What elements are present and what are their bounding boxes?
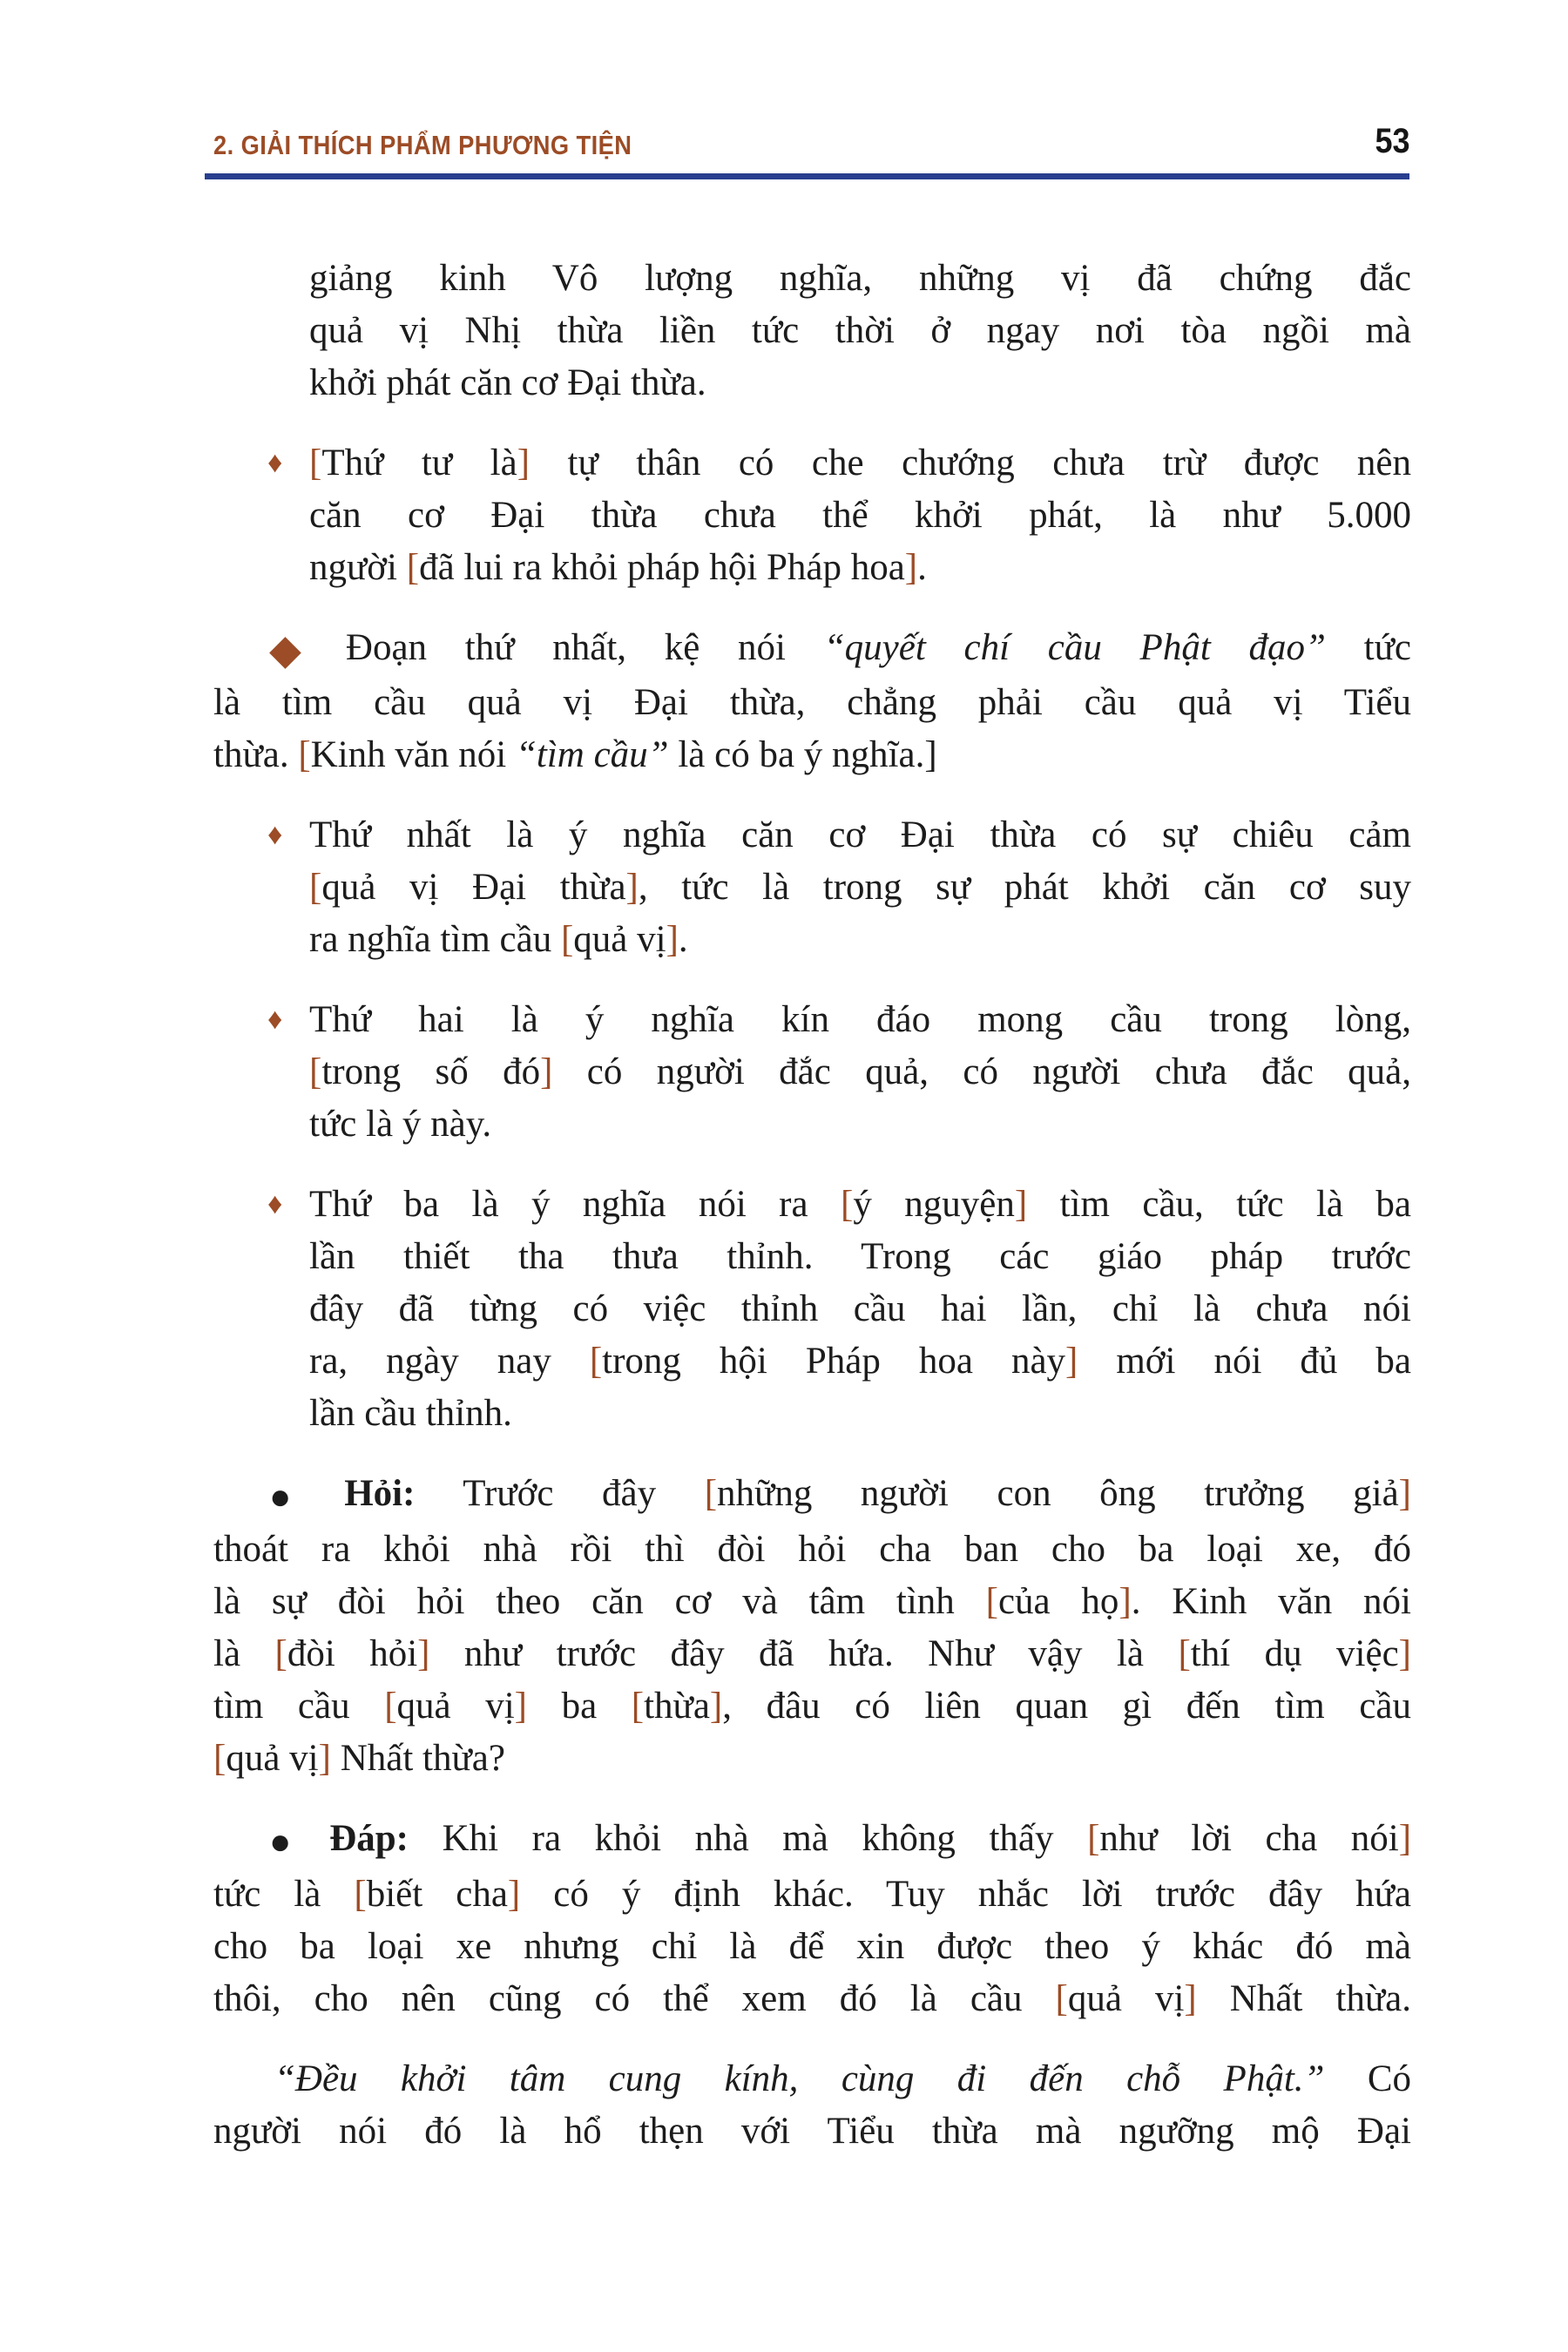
text-segment: là <box>213 1633 275 1674</box>
text-line <box>309 1046 1411 1098</box>
text-segment: như trước đây đã hứa. Như vậy là <box>429 1633 1179 1674</box>
text-segment: thoát ra khỏi nhà rồi thì đòi hỏi cha ban cho ba loại xe, đó <box>213 1529 1411 1570</box>
text-segment: tìm cầu <box>213 1686 385 1727</box>
text-segment: ý nguyện <box>853 1184 1015 1225</box>
text-segment: quả vị <box>396 1686 515 1727</box>
text-segment: ] <box>417 1633 430 1674</box>
text-segment: những người con ông trưởng giả <box>717 1473 1399 1514</box>
text-line <box>309 357 1411 409</box>
text-segment: như lời cha nói <box>1099 1818 1399 1859</box>
text-line <box>213 2053 1411 2105</box>
text-segment: thừa <box>644 1686 710 1727</box>
text-line <box>267 994 1411 1046</box>
text-block <box>213 253 1411 2158</box>
text-segment: tức là ý này. <box>309 1104 492 1145</box>
text-segment: Nhất thừa. <box>1196 1978 1411 2019</box>
text-segment: . <box>917 547 927 588</box>
text-line <box>309 305 1411 357</box>
text-segment: Thứ nhất là ý nghĩa căn cơ Đại thừa có sự chiêu cảm <box>309 814 1411 855</box>
text-segment: ra, ngày nay <box>309 1341 590 1382</box>
text-segment: giảng kinh Vô lượng nghĩa, những vị đã chứng đắc <box>309 258 1411 299</box>
paragraph-bullet <box>213 1179 1411 1440</box>
text-line <box>267 437 1412 490</box>
page-number: 53 <box>1374 122 1409 160</box>
text-line <box>213 677 1411 729</box>
text-segment: trong số đó <box>321 1051 541 1092</box>
small-diamond-icon: ♦ <box>267 447 283 479</box>
paragraph-bullet <box>213 809 1411 966</box>
filled-circle-icon: ● <box>269 1477 331 1517</box>
text-segment: quả vị <box>226 1738 319 1779</box>
text-segment: quả vị <box>573 919 666 960</box>
small-diamond-icon: ♦ <box>267 1004 283 1036</box>
text-segment: của họ <box>997 1581 1119 1622</box>
text-segment: người <box>309 547 407 588</box>
text-segment: là sự đòi hỏi theo căn cơ và tâm tình <box>213 1581 986 1622</box>
text-segment: [ <box>1087 1818 1100 1859</box>
text-segment: [ <box>704 1473 718 1514</box>
text-segment: Hỏi: <box>344 1473 416 1514</box>
text-segment: , tức là trong sự phát khởi căn cơ suy <box>638 867 1411 908</box>
text-segment: ] <box>1398 1818 1412 1859</box>
text-segment: quả vị Nhị thừa liền tức thời ở ngay nơi tòa ngồi mà <box>309 310 1411 351</box>
text-line <box>309 914 1411 966</box>
text-segment: tức là <box>213 1874 355 1915</box>
text-segment: quả vị Đại thừa <box>321 867 626 908</box>
text-segment: [ <box>1055 1978 1068 2019</box>
text-line <box>213 1468 1411 1524</box>
text-segment: , đâu có liên quan gì đến tìm cầu <box>722 1686 1411 1727</box>
text-segment: quả vị <box>1067 1978 1185 2019</box>
paragraph-bullet <box>213 437 1411 594</box>
text-segment: thừa. <box>213 734 299 775</box>
text-line <box>267 1179 1412 1231</box>
text-segment: [ <box>354 1874 367 1915</box>
text-segment: ] <box>507 1874 521 1915</box>
text-segment: đây đã từng có việc thỉnh cầu hai lần, chỉ là chưa nói <box>309 1288 1411 1329</box>
text-segment: ] <box>709 1686 723 1727</box>
small-diamond-icon: ♦ <box>267 1188 283 1220</box>
text-segment: ba <box>526 1686 632 1727</box>
paragraph-bullet <box>213 994 1411 1151</box>
text-segment: [ <box>309 867 322 908</box>
chapter-title: 2. GIẢI THÍCH PHẨM PHƯƠNG TIỆN <box>213 130 632 160</box>
text-segment: ] <box>1184 1978 1197 2019</box>
text-line <box>213 1680 1411 1733</box>
text-segment: đã lui ra khỏi pháp hội Pháp hoa <box>419 547 905 588</box>
text-line <box>309 253 1411 305</box>
text-line <box>213 1869 1411 1921</box>
text-segment: cho ba loại xe nhưng chỉ là để xin được theo ý khác đó mà <box>213 1926 1411 1967</box>
text-segment: Có <box>1324 2058 1412 2099</box>
text-segment: Thứ hai là ý nghĩa kín đáo mong cầu trong lòng, <box>309 999 1411 1040</box>
text-segment: [ <box>631 1686 645 1727</box>
text-segment: Đoạn thứ nhất, kệ nói <box>345 627 824 668</box>
filled-circle-icon: ● <box>269 1822 316 1862</box>
text-segment: Khi ra khỏi nhà mà không thấy <box>409 1818 1088 1859</box>
text-segment: ] <box>1398 1633 1411 1674</box>
text-segment: có người đắc quả, có người chưa đắc quả, <box>552 1051 1411 1092</box>
text-segment: . Kinh văn nói <box>1131 1581 1411 1622</box>
text-segment: tức <box>1325 627 1411 668</box>
text-segment: ] <box>1119 1581 1132 1622</box>
text-segment: mới nói đủ ba <box>1078 1341 1412 1382</box>
large-diamond-icon: ◆ <box>269 627 330 673</box>
text-segment: khởi phát căn cơ Đại thừa. <box>309 362 706 403</box>
text-segment: Nhất thừa? <box>330 1738 505 1779</box>
text-segment: thôi, cho nên cũng có thể xem đó là cầu <box>213 1978 1056 2019</box>
paragraph-hang <box>213 253 1411 409</box>
text-segment: căn cơ Đại thừa chưa thể khởi phát, là như 5.000 <box>309 495 1411 536</box>
paragraph-quote <box>213 2053 1411 2158</box>
text-segment: [ <box>841 1184 854 1225</box>
text-line <box>309 862 1411 914</box>
text-segment: [ <box>985 1581 998 1622</box>
text-segment: Thứ tư là <box>321 443 517 483</box>
text-segment: lần cầu thỉnh. <box>309 1393 512 1434</box>
text-segment: ] <box>1065 1341 1078 1382</box>
text-line <box>213 1628 1411 1680</box>
small-diamond-icon: ♦ <box>267 819 283 851</box>
text-line <box>309 542 1411 594</box>
text-segment: [ <box>589 1341 603 1382</box>
text-segment: “quyết chí cầu Phật đạo” <box>823 627 1326 668</box>
paragraph-diamond <box>213 622 1411 781</box>
text-segment: [ <box>309 443 322 483</box>
text-segment: ] <box>517 443 531 483</box>
text-segment: [ <box>560 919 574 960</box>
text-segment: ] <box>540 1051 553 1092</box>
paragraph-circle <box>213 1813 1411 2025</box>
text-line <box>213 2105 1411 2158</box>
text-segment: “Đều khởi tâm cung kính, cùng đi đến chỗ Phật.” <box>274 2058 1325 2099</box>
text-line <box>267 809 1411 862</box>
text-segment: ] <box>1014 1184 1028 1225</box>
text-segment: Trước đây <box>415 1473 705 1514</box>
text-segment: Đáp: <box>329 1818 409 1859</box>
text-segment: Kinh văn nói <box>310 734 516 775</box>
text-line <box>213 622 1411 677</box>
text-line <box>309 1098 1411 1151</box>
text-segment: “tìm cầu” <box>515 734 669 775</box>
header-rule <box>205 173 1409 179</box>
text-segment: tự thân có che chướng chưa trừ được nên <box>530 443 1412 483</box>
text-line <box>213 1576 1411 1628</box>
text-segment: [ <box>406 547 420 588</box>
text-line <box>309 1335 1411 1388</box>
text-segment: là có ba ý nghĩa.] <box>668 734 937 775</box>
text-line <box>213 1921 1411 1973</box>
text-segment: biết cha <box>366 1874 508 1915</box>
text-segment: tìm cầu, tức là ba <box>1027 1184 1412 1225</box>
text-segment: thí dụ việc <box>1190 1633 1399 1674</box>
text-line <box>213 729 1411 781</box>
text-line <box>309 490 1411 542</box>
paragraph-circle <box>213 1468 1411 1785</box>
text-segment: ] <box>318 1738 331 1779</box>
text-line <box>309 1283 1411 1335</box>
text-line <box>309 1388 1411 1440</box>
text-segment: ] <box>1398 1473 1411 1514</box>
text-segment: ra nghĩa tìm cầu <box>309 919 561 960</box>
text-segment: [ <box>298 734 311 775</box>
text-segment: trong hội Pháp hoa này <box>602 1341 1066 1382</box>
text-segment: ] <box>666 919 679 960</box>
text-segment: [ <box>1178 1633 1191 1674</box>
text-segment: [ <box>213 1738 226 1779</box>
text-segment: ] <box>514 1686 527 1727</box>
text-segment: có ý định khác. Tuy nhắc lời trước đây hứa <box>520 1874 1411 1915</box>
text-segment: đòi hỏi <box>287 1633 418 1674</box>
text-segment: ] <box>904 547 918 588</box>
text-line <box>213 1733 1411 1785</box>
text-segment: [ <box>384 1686 397 1727</box>
text-line <box>213 1973 1411 2025</box>
text-segment: [ <box>309 1051 322 1092</box>
text-segment: ] <box>625 867 639 908</box>
text-line <box>309 1231 1411 1283</box>
text-line <box>213 1524 1411 1576</box>
text-segment: Thứ ba là ý nghĩa nói ra <box>309 1184 841 1225</box>
text-line <box>213 1813 1411 1869</box>
running-header <box>213 122 1409 161</box>
text-segment: . <box>678 919 688 960</box>
text-segment: [ <box>274 1633 287 1674</box>
text-segment: lần thiết tha thưa thỉnh. Trong các giáo pháp trước <box>309 1236 1411 1277</box>
text-segment: là tìm cầu quả vị Đại thừa, chẳng phải cầu quả vị Tiểu <box>213 682 1411 723</box>
text-segment: người nói đó là hổ thẹn với Tiểu thừa mà ngưỡng mộ Đại <box>213 2111 1411 2152</box>
